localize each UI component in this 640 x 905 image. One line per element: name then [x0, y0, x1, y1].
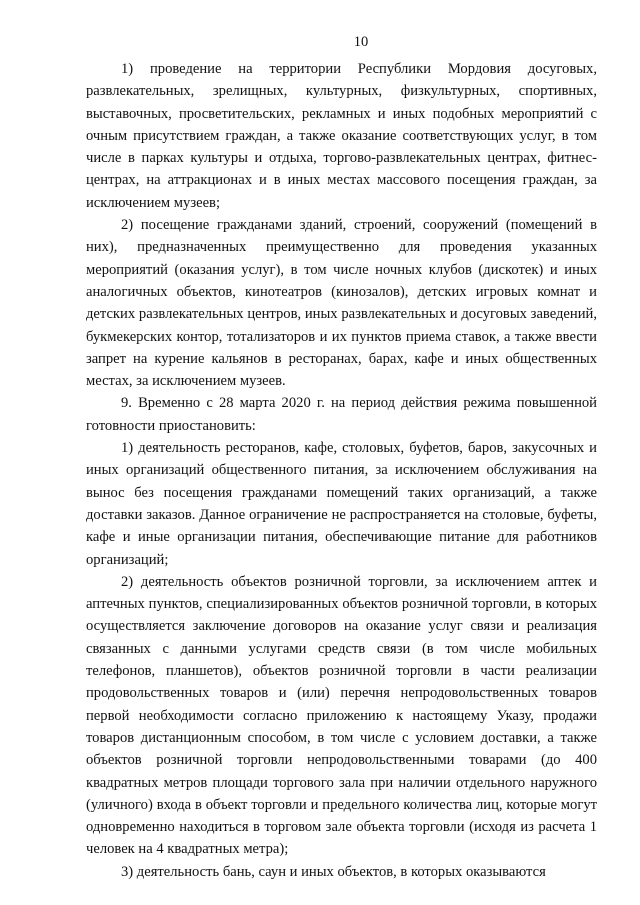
paragraph-subitem-1-catering: 1) деятельность ресторанов, кафе, столовых, буфетов, баров, закусочных и иных организаций общественного питания, за исключением обслуживания на вынос без посещения гражданами помещений таких организаций, а также доставки заказов. Данное ограничение не распространяется на столовые, буфеты, кафе и иные организации питания, обеспечивающие питание для работников организаций; — [86, 440, 597, 568]
paragraph-subitem-2-retail: 2) деятельность объектов розничной торговли, за исключением аптек и аптечных пунктов, специализированных объектов розничной торговли, в которых осуществляется заключение договоров на оказание услуг связи и реализация связанных с данными услугами средств связи (в том числе мобильных телефонов, планшетов), объектов розничной торговли в части реализации продовольственных товаров и (или) перечня непродовольственных товаров первой необходимости согласно приложению к настоящему Указу, продажи товаров дистанционным способом, в том числе с условием доставки, а также объектов розничной торговли непродовольственными товарами (до 400 квадратных метров площади торгового зала при наличии отдельного наружного (уличного) входа в объект торговли и предельного количества лиц, которые могут одновременно находиться в торговом зале объекта торговли (исходя из расчета 1 человек на 4 квадратных метра); — [86, 573, 597, 858]
paragraph-subitem-3-baths: 3) деятельность бань, саун и иных объектов, в которых оказываются — [121, 863, 546, 880]
paragraph-subitem-2-visits: 2) посещение гражданами зданий, строений, сооружений (помещений в них), предназначенных преимущественно для проведения указанных мероприятий (оказания услуг), в том числе ночных клубов (дискотек) и иных аналогичных объектов, кинотеатров (кинозалов), детских игровых комнат и детских развлекательных центров, иных развлекательных и досуговых заведений, букмекерских контор, тотализаторов и их пунктов приема ставок, а также ввести запрет на курение кальянов в ресторанах, барах, кафе и иных общественных местах, за исключением музеев. — [86, 217, 597, 390]
document-body — [86, 58, 597, 883]
paragraph-subitem-1-events: 1) проведение на территории Республики Мордовия досуговых, развлекательных, зрелищных, культурных, физкультурных, спортивных, выставочных, просветительских, рекламных и иных подобных мероприятий с очным присутствием граждан, а также оказание соответствующих услуг, в том числе в парках культуры и отдыха, торгово-развлекательных центрах, фитнес-центрах, на аттракционах и в иных местах массового посещения граждан, за исключением музеев; — [86, 61, 597, 211]
page-number: 10 — [353, 34, 369, 50]
paragraph-item-9: 9. Временно с 28 марта 2020 г. на период действия режима повышенной готовности приостановить: — [86, 395, 597, 434]
